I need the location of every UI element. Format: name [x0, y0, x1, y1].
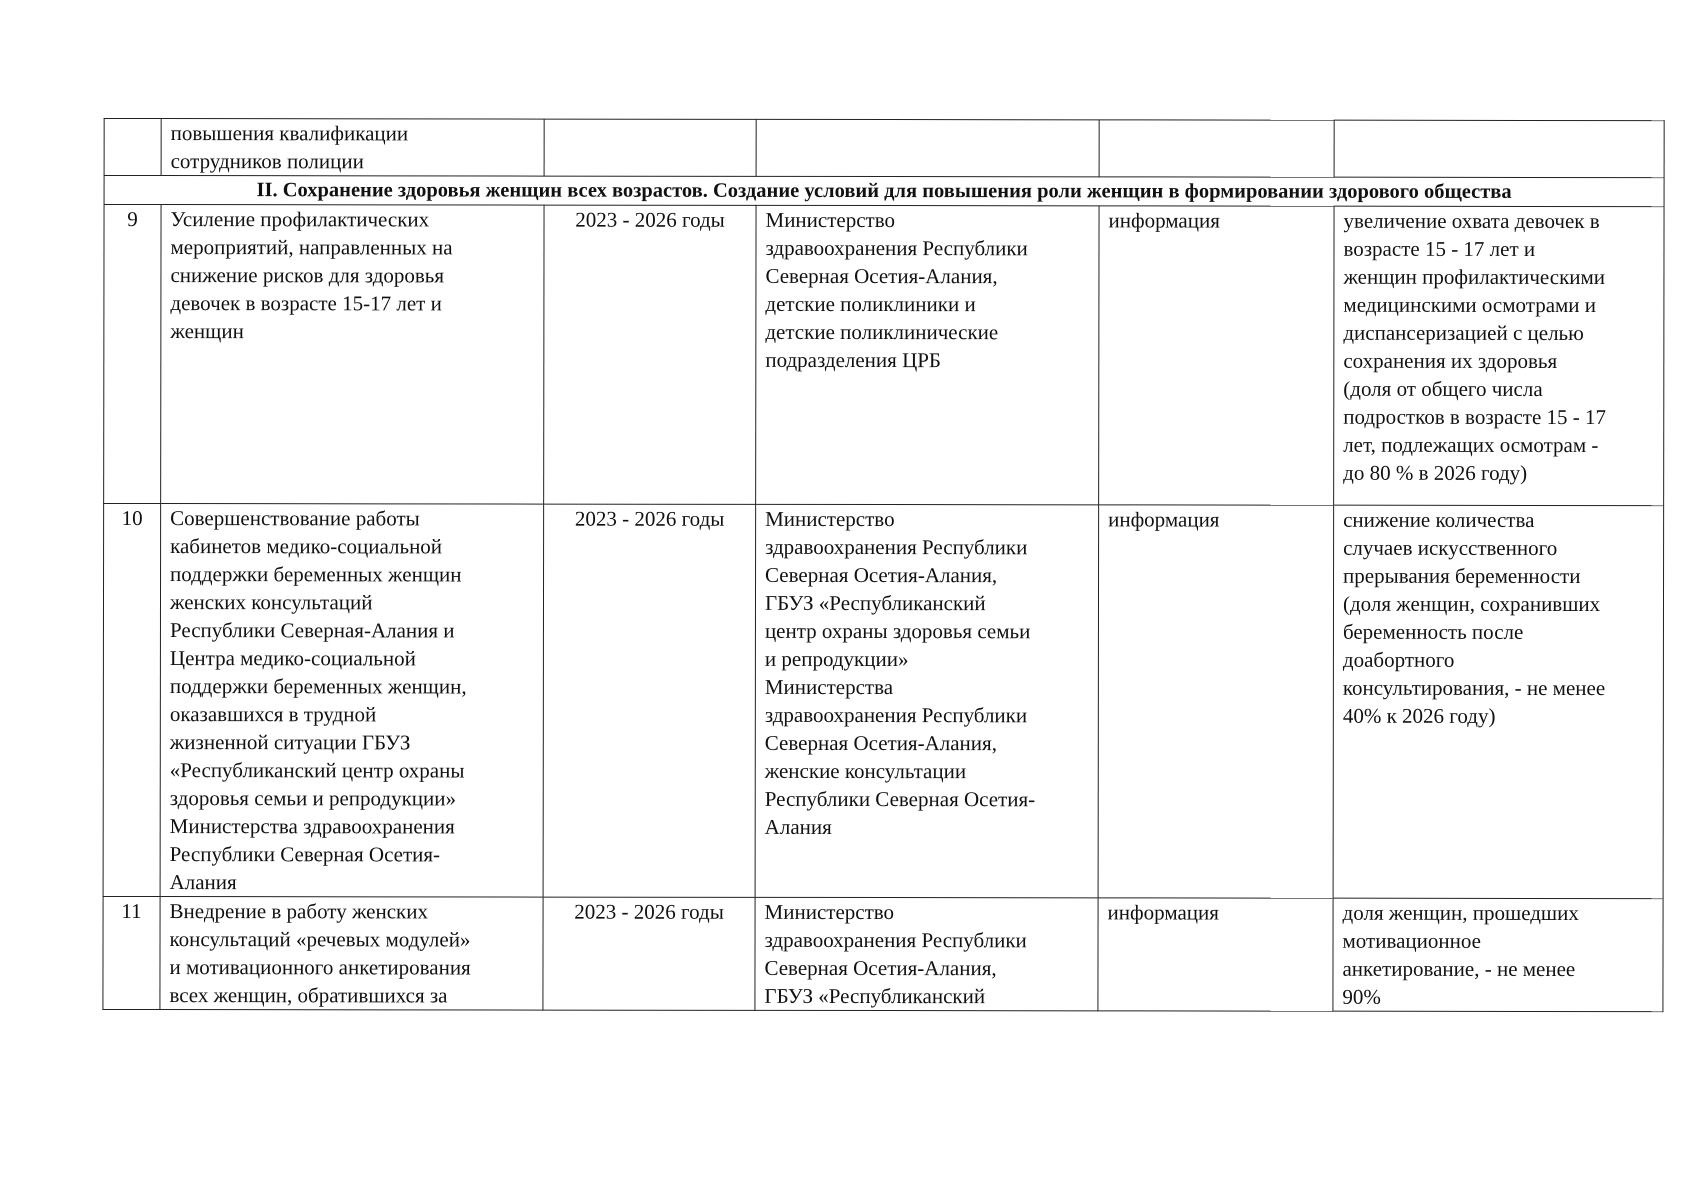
reporting-cell: информация [1098, 898, 1333, 1011]
executors-cell: Министерство здравоохранения Республики Северная Осетия-Алания, ГБУЗ «Республиканский [755, 897, 1098, 1010]
result-cell [1334, 120, 1664, 177]
period-cell: 2023 - 2026 годы [544, 205, 756, 504]
measure-cell: Усиление профилактических мероприятий, направленных на снижение рисков для здоровья девочек в возрасте 15-17 лет и женщин [161, 205, 544, 505]
table-row [103, 503, 1664, 898]
result-cell: доля женщин, прошедших мотивационное анкетирование, - не менее 90% [1333, 898, 1663, 1011]
reporting-cell: информация [1098, 505, 1334, 898]
period-cell: 2023 - 2026 годы [543, 897, 755, 1010]
section-header-row [104, 175, 1664, 206]
measure-cell: Совершенствование работы кабинетов медико-социальной поддержки беременных женщин женских консультаций Республики Северная-Алания и Центра медико-социальной поддержки беременных женщин, оказавшихся в трудной жизненной ситуации ГБУЗ «Республиканский центр охраны здоровья семьи и репродукции» Министерства здравоохранения Республики Северная Осетия- Алания [160, 504, 544, 898]
table-row [104, 204, 1664, 505]
row-number-cell: 11 [103, 896, 160, 1009]
result-cell: увеличение охвата девочек в возрасте 15 - 17 лет и женщин профилактическими медицинскими осмотрами и диспансеризацией с целью сохранения их здоровья (доля от общего числа подростков в возрасте 15 - 17 лет, подлежащих осмотрам - до 80 % в 2026 году) [1334, 206, 1664, 505]
result-cell: снижение количества случаев искусственного прерывания беременности (доля женщин, сохранивших беременность после доабортного консультирования, - не менее 40% к 2026 году) [1333, 505, 1664, 898]
reporting-cell: информация [1099, 206, 1334, 505]
executors-cell [756, 119, 1099, 176]
executors-cell: Министерство здравоохранения Республики Северная Осетия-Алания, детские поликлиники и детские поликлинические подразделения ЦРБ [756, 205, 1099, 504]
period-cell [544, 119, 756, 176]
table-row [104, 118, 1664, 177]
measures-table [102, 118, 1664, 1012]
row-number-cell: 9 [104, 204, 161, 503]
executors-cell: Министерство здравоохранения Республики Северная Осетия-Алания, ГБУЗ «Республиканский центр охраны здоровья семьи и репродукции» Министерства здравоохранения Республики Северная Осетия-Алания, женские консультации Республики Северная Осетия- Алания [755, 504, 1099, 897]
table-row [103, 896, 1663, 1011]
period-cell: 2023 - 2026 годы [543, 504, 756, 897]
section-title: II. Сохранение здоровья женщин всех возрастов. Создание условий для повышения роли женщин в формировании здорового общества [104, 175, 1664, 206]
measure-cell: повышения квалификации сотрудников полиции [161, 119, 544, 177]
row-number-cell [104, 118, 161, 175]
reporting-cell [1099, 120, 1334, 177]
row-number-cell: 10 [103, 503, 161, 896]
measure-cell: Внедрение в работу женских консультаций «речевых модулей» и мотивационного анкетирования всех женщин, обратившихся за [160, 897, 543, 1011]
